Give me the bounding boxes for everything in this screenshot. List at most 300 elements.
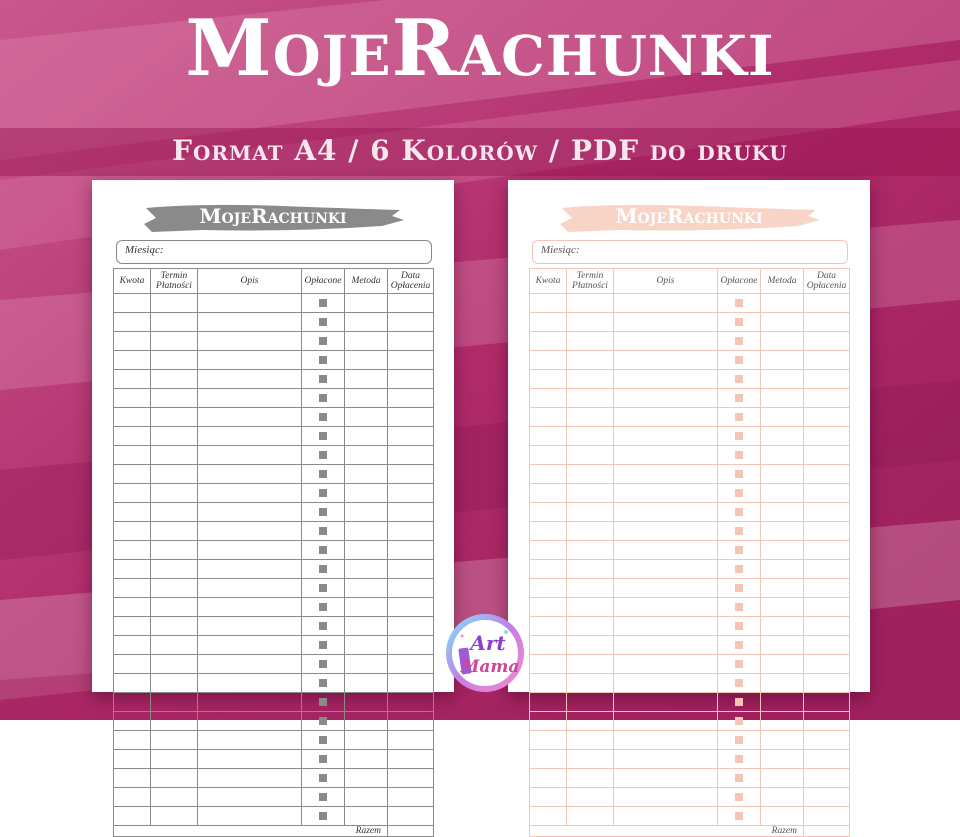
table-cell: [530, 541, 567, 560]
checkbox-square: [319, 489, 327, 497]
table-cell: [198, 351, 302, 370]
sheet-title: MojeRachunki: [199, 204, 347, 228]
table-cell: [718, 465, 761, 484]
table-cell: [114, 807, 151, 826]
table-cell: [345, 294, 388, 313]
table-cell: [567, 807, 614, 826]
table-cell: [614, 427, 718, 446]
table-cell: [761, 636, 804, 655]
checkbox-square: [319, 546, 327, 554]
table-row: [530, 541, 850, 560]
table-cell: [761, 750, 804, 769]
checkbox-square: [319, 736, 327, 744]
table-cell: [345, 465, 388, 484]
table-row: [114, 294, 434, 313]
table-row: [530, 807, 850, 826]
table-cell: [388, 408, 434, 427]
table-cell: [761, 427, 804, 446]
checkbox-square: [319, 527, 327, 535]
table-cell: [345, 579, 388, 598]
table-cell: [567, 503, 614, 522]
checkbox-square: [319, 470, 327, 478]
table-row: [114, 617, 434, 636]
table-cell: [761, 332, 804, 351]
table-cell: [530, 503, 567, 522]
table-cell: [718, 503, 761, 522]
table-cell: [614, 408, 718, 427]
checkbox-square: [319, 508, 327, 516]
checkbox-square: [319, 755, 327, 763]
table-cell: [151, 712, 198, 731]
table-cell: [804, 427, 850, 446]
table-cell: [761, 503, 804, 522]
col-termin: Termin Płatności: [567, 269, 614, 294]
table-row: [114, 693, 434, 712]
table-cell: [345, 313, 388, 332]
table-row: [530, 598, 850, 617]
table-cell: [114, 788, 151, 807]
table-cell: [114, 389, 151, 408]
table-cell: [151, 541, 198, 560]
table-cell: [530, 807, 567, 826]
table-cell: [114, 446, 151, 465]
table-cell: [530, 636, 567, 655]
table-row: [114, 313, 434, 332]
table-row: [114, 731, 434, 750]
month-label: Miesiąc:: [125, 244, 164, 256]
table-row: [114, 788, 434, 807]
table-cell: [530, 712, 567, 731]
table-cell: [302, 617, 345, 636]
table-cell: [567, 674, 614, 693]
table-cell: [302, 370, 345, 389]
table-cell: [388, 294, 434, 313]
table-cell: [114, 427, 151, 446]
table-cell: [614, 465, 718, 484]
table-cell: [151, 788, 198, 807]
table-cell: [302, 427, 345, 446]
logo-text-bottom: Mama: [460, 657, 520, 677]
table-cell: [198, 522, 302, 541]
table-cell: [198, 655, 302, 674]
table-cell: [302, 788, 345, 807]
checkbox-square: [735, 451, 743, 459]
table-cell: [804, 769, 850, 788]
checkbox-square: [735, 546, 743, 554]
checkbox-square: [319, 565, 327, 573]
table-cell: [614, 769, 718, 788]
table-cell: [151, 636, 198, 655]
table-cell: [388, 788, 434, 807]
table-cell: [388, 503, 434, 522]
table-cell: [567, 541, 614, 560]
table-cell: [198, 446, 302, 465]
table-cell: [345, 408, 388, 427]
table-cell: [114, 731, 151, 750]
table-cell: [761, 579, 804, 598]
table-row: [114, 674, 434, 693]
table-cell: [302, 655, 345, 674]
table-cell: [198, 674, 302, 693]
table-cell: [302, 446, 345, 465]
table-cell: [567, 351, 614, 370]
table-cell: [388, 351, 434, 370]
table-row: [530, 370, 850, 389]
table-cell: [345, 636, 388, 655]
table-cell: [761, 693, 804, 712]
table-row: [530, 788, 850, 807]
table-cell: [198, 750, 302, 769]
table-cell: [804, 693, 850, 712]
table-cell: [614, 636, 718, 655]
table-cell: [198, 332, 302, 351]
table-cell: [302, 579, 345, 598]
bills-table: [529, 268, 850, 837]
table-cell: [302, 503, 345, 522]
table-cell: [114, 484, 151, 503]
checkbox-square: [735, 679, 743, 687]
table-row: [114, 598, 434, 617]
table-cell: [567, 788, 614, 807]
table-cell: [151, 731, 198, 750]
table-cell: [804, 351, 850, 370]
table-cell: [302, 389, 345, 408]
table-cell: [345, 807, 388, 826]
table-row: [530, 769, 850, 788]
table-cell: [198, 598, 302, 617]
table-cell: [614, 579, 718, 598]
table-cell: [302, 598, 345, 617]
checkbox-square: [735, 489, 743, 497]
table-cell: [718, 712, 761, 731]
table-cell: [198, 617, 302, 636]
table-cell: [114, 522, 151, 541]
table-cell: [151, 465, 198, 484]
table-cell: [198, 484, 302, 503]
table-cell: [530, 674, 567, 693]
table-cell: [804, 712, 850, 731]
table-cell: [614, 332, 718, 351]
table-cell: [718, 408, 761, 427]
table-cell: [388, 370, 434, 389]
table-cell: [761, 351, 804, 370]
table-cell: [302, 712, 345, 731]
table-cell: [804, 465, 850, 484]
col-oplacone: Opłacone: [718, 269, 761, 294]
table-cell: [567, 731, 614, 750]
table-cell: [804, 807, 850, 826]
table-cell: [345, 617, 388, 636]
table-cell: [718, 579, 761, 598]
table-cell: [718, 541, 761, 560]
table-cell: [530, 769, 567, 788]
table-cell: [718, 788, 761, 807]
table-cell: [718, 769, 761, 788]
table-cell: [530, 389, 567, 408]
table-cell: [198, 807, 302, 826]
table-cell: [530, 446, 567, 465]
table-cell: [761, 807, 804, 826]
table-cell: [114, 598, 151, 617]
table-cell: [761, 313, 804, 332]
table-row: [530, 351, 850, 370]
table-row: [530, 731, 850, 750]
table-cell: [388, 712, 434, 731]
table-row: [530, 750, 850, 769]
table-cell: [804, 541, 850, 560]
table-cell: [198, 503, 302, 522]
checkbox-square: [735, 793, 743, 801]
table-cell: [614, 693, 718, 712]
table-row: [530, 465, 850, 484]
checkbox-square: [319, 451, 327, 459]
table-cell: [151, 769, 198, 788]
table-cell: [345, 332, 388, 351]
table-cell: [151, 351, 198, 370]
table-cell: [567, 712, 614, 731]
table-cell: [198, 294, 302, 313]
table-cell: [530, 750, 567, 769]
col-opis: Opis: [198, 269, 302, 294]
col-kwota: Kwota: [530, 269, 567, 294]
table-cell: [567, 370, 614, 389]
table-cell: [198, 427, 302, 446]
table-cell: [198, 579, 302, 598]
table-row: [114, 541, 434, 560]
table-row: [114, 579, 434, 598]
table-cell: [567, 446, 614, 465]
table-cell: [114, 674, 151, 693]
table-cell: [151, 484, 198, 503]
table-cell: [302, 560, 345, 579]
table-cell: [718, 332, 761, 351]
table-cell: [345, 750, 388, 769]
table-cell: [345, 598, 388, 617]
table-cell: [530, 655, 567, 674]
table-cell: [804, 389, 850, 408]
table-cell: [761, 712, 804, 731]
table-cell: [614, 655, 718, 674]
table-cell: [198, 541, 302, 560]
table-row: [530, 484, 850, 503]
checkbox-square: [735, 394, 743, 402]
table-cell: [804, 788, 850, 807]
checkbox-square: [735, 375, 743, 383]
table-cell: [761, 484, 804, 503]
col-termin: Termin Płatności: [151, 269, 198, 294]
table-cell: [345, 655, 388, 674]
table-cell: [302, 294, 345, 313]
table-cell: [530, 351, 567, 370]
table-row: [530, 655, 850, 674]
table-cell: [388, 674, 434, 693]
total-label: Razem: [530, 826, 804, 837]
table-cell: [614, 750, 718, 769]
table-cell: [614, 807, 718, 826]
checkbox-square: [319, 812, 327, 820]
table-cell: [114, 617, 151, 636]
table-cell: [114, 370, 151, 389]
table-cell: [388, 655, 434, 674]
checkbox-square: [735, 698, 743, 706]
table-cell: [388, 332, 434, 351]
checkbox-square: [735, 565, 743, 573]
table-cell: [804, 579, 850, 598]
table-cell: [114, 636, 151, 655]
table-cell: [718, 389, 761, 408]
table-cell: [198, 788, 302, 807]
table-cell: [302, 313, 345, 332]
table-row: [530, 503, 850, 522]
table-cell: [761, 408, 804, 427]
logo-text-top: Art: [470, 631, 506, 655]
checkbox-square: [319, 584, 327, 592]
table-cell: [388, 541, 434, 560]
table-cell: [804, 408, 850, 427]
checkbox-square: [735, 774, 743, 782]
table-cell: [114, 769, 151, 788]
table-cell: [151, 427, 198, 446]
table-cell: [388, 560, 434, 579]
col-opis: Opis: [614, 269, 718, 294]
checkbox-square: [735, 470, 743, 478]
table-cell: [114, 503, 151, 522]
table-cell: [302, 769, 345, 788]
col-metoda: Metoda: [761, 269, 804, 294]
table-cell: [718, 598, 761, 617]
table-cell: [804, 332, 850, 351]
checkbox-square: [735, 755, 743, 763]
table-cell: [761, 294, 804, 313]
table-cell: [718, 807, 761, 826]
table-cell: [302, 332, 345, 351]
table-cell: [388, 731, 434, 750]
table-cell: [114, 750, 151, 769]
table-cell: [804, 446, 850, 465]
table-cell: [388, 484, 434, 503]
sheet-title: MojeRachunki: [615, 204, 763, 228]
table-cell: [388, 693, 434, 712]
table-cell: [198, 712, 302, 731]
table-cell: [761, 731, 804, 750]
table-cell: [530, 598, 567, 617]
table-cell: [151, 370, 198, 389]
table-cell: [302, 484, 345, 503]
table-cell: [718, 560, 761, 579]
table-cell: [804, 560, 850, 579]
table-cell: [345, 446, 388, 465]
checkbox-square: [319, 641, 327, 649]
table-cell: [614, 560, 718, 579]
checkbox-square: [735, 299, 743, 307]
checkbox-square: [319, 394, 327, 402]
table-cell: [151, 408, 198, 427]
table-cell: [151, 655, 198, 674]
table-cell: [151, 294, 198, 313]
table-cell: [804, 750, 850, 769]
table-cell: [718, 617, 761, 636]
table-cell: [151, 750, 198, 769]
col-data: Data Opłacenia: [388, 269, 434, 294]
table-cell: [530, 617, 567, 636]
table-cell: [388, 446, 434, 465]
table-cell: [567, 465, 614, 484]
table-cell: [614, 446, 718, 465]
table-cell: [614, 294, 718, 313]
table-cell: [345, 693, 388, 712]
table-cell: [151, 560, 198, 579]
table-cell: [614, 731, 718, 750]
table-cell: [761, 446, 804, 465]
checkbox-square: [319, 356, 327, 364]
table-footer-row: [114, 826, 434, 837]
table-cell: [530, 731, 567, 750]
table-cell: [761, 370, 804, 389]
checkbox-square: [319, 698, 327, 706]
table-cell: [530, 370, 567, 389]
table-cell: [804, 598, 850, 617]
table-row: [114, 636, 434, 655]
table-row: [114, 560, 434, 579]
checkbox-square: [319, 774, 327, 782]
table-row: [114, 712, 434, 731]
table-cell: [614, 351, 718, 370]
checkbox-square: [735, 413, 743, 421]
page-subtitle: Format A4 / 6 Kolorów / PDF do druku: [172, 134, 788, 167]
table-cell: [198, 769, 302, 788]
checkbox-square: [735, 527, 743, 535]
table-cell: [614, 522, 718, 541]
table-cell: [198, 370, 302, 389]
table-cell: [761, 674, 804, 693]
table-cell: [530, 427, 567, 446]
table-header-row: [530, 269, 850, 294]
table-cell: [388, 522, 434, 541]
table-row: [114, 503, 434, 522]
table-cell: [345, 712, 388, 731]
table-cell: [114, 351, 151, 370]
table-cell: [302, 351, 345, 370]
table-cell: [718, 750, 761, 769]
table-row: [114, 446, 434, 465]
table-cell: [345, 351, 388, 370]
table-row: [114, 655, 434, 674]
table-cell: [804, 655, 850, 674]
table-cell: [761, 598, 804, 617]
table-header-row: [114, 269, 434, 294]
table-row: [530, 313, 850, 332]
table-cell: [804, 731, 850, 750]
table-row: [530, 712, 850, 731]
table-row: [530, 446, 850, 465]
table-cell: [530, 484, 567, 503]
table-cell: [761, 522, 804, 541]
planner-sheet-peach: [508, 180, 870, 836]
table-row: [530, 408, 850, 427]
checkbox-square: [735, 622, 743, 630]
table-cell: [151, 693, 198, 712]
table-cell: [614, 598, 718, 617]
checkbox-square: [319, 318, 327, 326]
table-cell: [151, 807, 198, 826]
table-row: [530, 693, 850, 712]
table-cell: [345, 731, 388, 750]
table-cell: [614, 370, 718, 389]
table-cell: [198, 693, 302, 712]
table-cell: [761, 560, 804, 579]
checkbox-square: [319, 679, 327, 687]
table-cell: [761, 769, 804, 788]
